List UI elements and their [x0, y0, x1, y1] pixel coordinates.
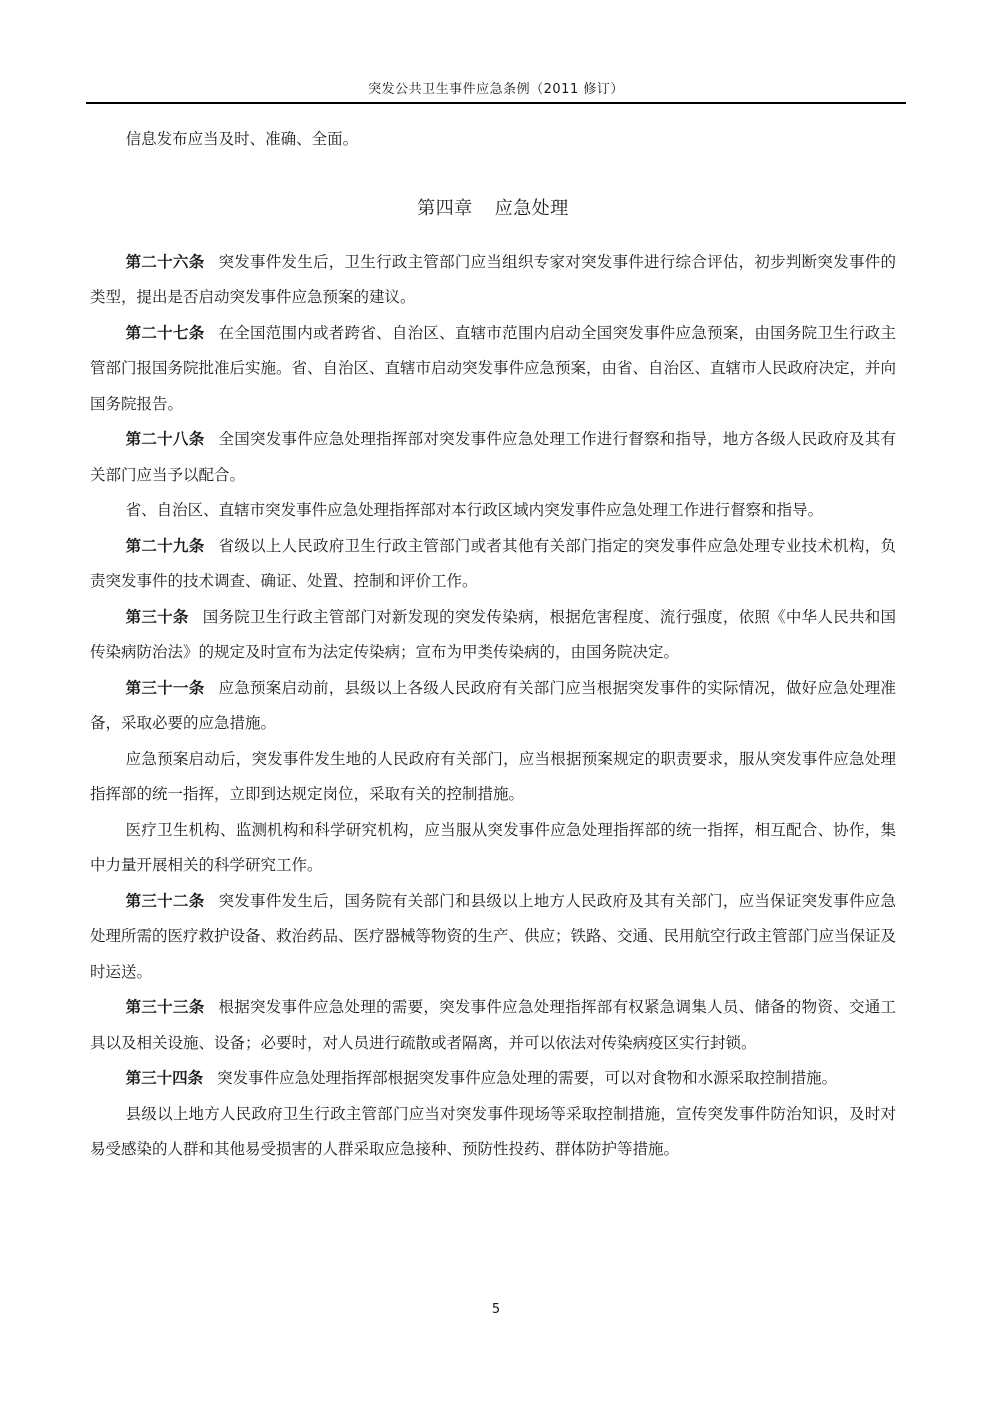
article-paragraph — [90, 1097, 896, 1168]
header-divider — [86, 102, 906, 104]
article-paragraph — [90, 671, 896, 742]
article-paragraph — [90, 600, 896, 671]
chapter-number: 第四章 — [417, 197, 473, 219]
running-header: 突发公共卫生事件应急条例（2011 修订） — [368, 82, 624, 97]
article-number: 第三十一条 — [125, 678, 205, 697]
page-number: 5 — [491, 1302, 501, 1317]
article-paragraph — [90, 742, 896, 813]
article-number: 第三十四条 — [125, 1069, 204, 1087]
article-paragraph — [90, 813, 896, 884]
chapter-heading — [90, 194, 896, 224]
article-text: 突发事件发生后，卫生行政主管部门应当组织专家对突发事件进行综合评估，初步判断突发事件的类型，提出是否启动突发事件应急预案的建议。 — [90, 252, 896, 306]
article-paragraph — [90, 990, 896, 1061]
article-paragraph — [90, 245, 896, 316]
article-number: 第三十二条 — [125, 891, 205, 910]
article-text: 应急预案启动前，县级以上各级人民政府有关部门应当根据突发事件的实际情况，做好应急处理准备，采取必要的应急措施。 — [90, 678, 896, 732]
article-number: 第二十七条 — [125, 323, 205, 342]
article-text: 根据突发事件应急处理的需要，突发事件应急处理指挥部有权紧急调集人员、储备的物资、交通工具以及相关设施、设备；必要时，对人员进行疏散或者隔离，并可以依法对传染病疫区实行封锁。 — [90, 998, 896, 1052]
article-text: 突发事件发生后，国务院有关部门和县级以上地方人民政府及其有关部门，应当保证突发事件应急处理所需的医疗救护设备、救治药品、医疗器械等物资的生产、供应；铁路、交通、民用航空行政主管部门应当保证及时运送。 — [90, 891, 897, 981]
article-text: 省级以上人民政府卫生行政主管部门或者其他有关部门指定的突发事件应急处理专业技术机构，负责突发事件的技术调查、确证、处置、控制和评价工作。 — [90, 536, 896, 590]
intro-line: 信息发布应当及时、准确、全面。 — [125, 130, 359, 148]
article-paragraph — [90, 884, 896, 991]
article-paragraph — [90, 1061, 896, 1097]
article-number: 第二十九条 — [125, 536, 205, 555]
article-paragraph — [90, 422, 896, 493]
article-text: 省、自治区、直辖市突发事件应急处理指挥部对本行政区域内突发事件应急处理工作进行督察和指导。 — [125, 501, 824, 519]
article-number: 第三十条 — [125, 607, 189, 626]
article-paragraph — [90, 316, 896, 423]
article-list — [90, 245, 896, 1168]
article-text: 应急预案启动后，突发事件发生地的人民政府有关部门，应当根据预案规定的职责要求，服从突发事件应急处理指挥部的统一指挥，立即到达规定岗位，采取有关的控制措施。 — [90, 749, 896, 803]
article-text: 在全国范围内或者跨省、自治区、直辖市范围内启动全国突发事件应急预案，由国务院卫生行政主管部门报国务院批准后实施。省、自治区、直辖市启动突发事件应急预案，由省、自治区、直辖市人民政府决定，并向国务院报告。 — [90, 323, 897, 413]
article-number: 第二十八条 — [125, 430, 205, 448]
article-text: 全国突发事件应急处理指挥部对突发事件应急处理工作进行督察和指导，地方各级人民政府及其有关部门应当予以配合。 — [90, 430, 896, 484]
article-paragraph — [90, 493, 896, 529]
document-body — [90, 122, 896, 1168]
chapter-title: 应急处理 — [494, 197, 569, 219]
article-text: 国务院卫生行政主管部门对新发现的突发传染病，根据危害程度、流行强度，依照《中华人民共和国传染病防治法》的规定及时宣布为法定传染病；宣布为甲类传染病的，由国务院决定。 — [90, 607, 896, 661]
article-text: 县级以上地方人民政府卫生行政主管部门应当对突发事件现场等采取控制措施，宣传突发事件防治知识，及时对易受感染的人群和其他易受损害的人群采取应急接种、预防性投药、群体防护等措施。 — [90, 1104, 896, 1158]
article-text: 突发事件应急处理指挥部根据突发事件应急处理的需要，可以对食物和水源采取控制措施。 — [217, 1069, 838, 1087]
article-number: 第三十三条 — [125, 998, 205, 1016]
article-number: 第二十六条 — [125, 252, 205, 271]
article-paragraph — [90, 529, 896, 600]
article-text: 医疗卫生机构、监测机构和科学研究机构，应当服从突发事件应急处理指挥部的统一指挥，相互配合、协作，集中力量开展相关的科学研究工作。 — [90, 820, 896, 874]
